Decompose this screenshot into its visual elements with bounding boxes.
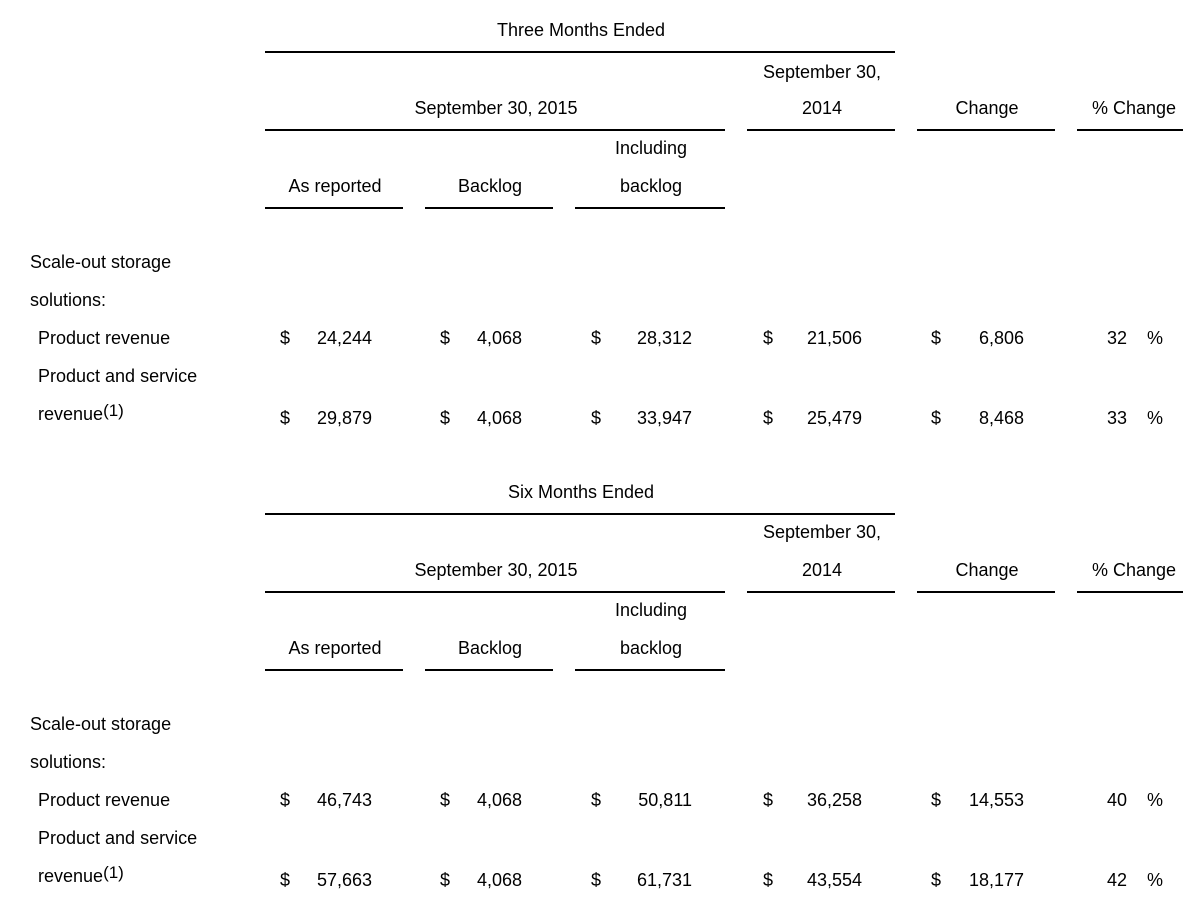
as-reported-header: As reported (288, 176, 382, 196)
pct-change-header: % Change (1091, 98, 1177, 118)
backlog-value: 4,068 (476, 328, 522, 348)
as-reported-value: 57,663 (316, 870, 372, 890)
period-2014-header: 2014 (801, 560, 843, 580)
period-2015-header: September 30, 2015 (414, 560, 578, 580)
footnote-marker: (1) (103, 401, 124, 420)
percent-symbol: % (1147, 408, 1164, 428)
backlog-header: Backlog (457, 176, 523, 196)
row-label: Product revenue (38, 328, 171, 348)
pct-change-value: 40 (1106, 790, 1127, 810)
backlog-value: 4,068 (476, 408, 522, 428)
currency-symbol: $ (763, 408, 774, 428)
including-backlog-value: 50,811 (638, 790, 692, 810)
header-rule (1077, 591, 1183, 593)
percent-symbol: % (1147, 790, 1164, 810)
category-label: Scale-out storage (30, 714, 172, 734)
currency-symbol: $ (280, 790, 291, 810)
header-rule (265, 207, 403, 209)
including-backlog-header: Including (614, 138, 688, 158)
backlog-value: 4,068 (476, 790, 522, 810)
row-label: Product and service (38, 828, 198, 848)
category-label: solutions: (30, 290, 107, 310)
including-backlog-value: 28,312 (636, 328, 692, 348)
pct-change-value: 42 (1106, 870, 1127, 890)
header-rule (1077, 129, 1183, 131)
as-reported-value: 24,244 (316, 328, 372, 348)
currency-symbol: $ (931, 870, 942, 890)
change-header: Change (955, 560, 1019, 580)
currency-symbol: $ (280, 328, 291, 348)
prior-period-value: 25,479 (806, 408, 862, 428)
including-backlog-header: Including (614, 600, 688, 620)
header-rule (575, 669, 725, 671)
pct-change-value: 32 (1106, 328, 1127, 348)
header-rule (917, 591, 1055, 593)
currency-symbol: $ (931, 328, 942, 348)
header-rule (265, 669, 403, 671)
as-reported-value: 29,879 (316, 408, 372, 428)
backlog-value: 4,068 (476, 870, 522, 890)
currency-symbol: $ (280, 408, 291, 428)
change-header: Change (955, 98, 1019, 118)
pct-change-value: 33 (1106, 408, 1127, 428)
row-label: revenue$^{(1)}$ (38, 401, 124, 424)
header-rule (265, 513, 895, 515)
change-value: 6,806 (978, 328, 1024, 348)
including-backlog-header: backlog (619, 176, 683, 196)
as-reported-value: 46,743 (316, 790, 372, 810)
currency-symbol: $ (440, 790, 451, 810)
currency-symbol: $ (763, 870, 774, 890)
header-rule (747, 591, 895, 593)
period-2014-header: September 30, (762, 522, 882, 542)
change-value: 14,553 (968, 790, 1024, 810)
header-rule (575, 207, 725, 209)
including-backlog-value: 61,731 (636, 870, 692, 890)
currency-symbol: $ (591, 870, 602, 890)
currency-symbol: $ (591, 408, 602, 428)
row-label: Product revenue (38, 790, 171, 810)
category-label: Scale-out storage (30, 252, 172, 272)
header-rule (265, 51, 895, 53)
footnote-marker: (1) (103, 863, 124, 882)
currency-symbol: $ (440, 870, 451, 890)
currency-symbol: $ (591, 328, 602, 348)
period-2015-header: September 30, 2015 (414, 98, 578, 118)
header-rule (265, 591, 725, 593)
currency-symbol: $ (931, 408, 942, 428)
header-rule (265, 129, 725, 131)
period-2014-header: September 30, (762, 62, 882, 82)
row-label: revenue$^{(1)}$ (38, 863, 124, 886)
backlog-header: Backlog (457, 638, 523, 658)
row-label: Product and service (38, 366, 198, 386)
as-reported-header: As reported (288, 638, 382, 658)
header-rule (425, 669, 553, 671)
percent-symbol: % (1147, 870, 1164, 890)
including-backlog-value: 33,947 (636, 408, 692, 428)
category-label: solutions: (30, 752, 107, 772)
header-rule (747, 129, 895, 131)
currency-symbol: $ (763, 790, 774, 810)
currency-symbol: $ (763, 328, 774, 348)
currency-symbol: $ (280, 870, 291, 890)
change-value: 18,177 (968, 870, 1024, 890)
prior-period-value: 21,506 (806, 328, 862, 348)
header-rule (425, 207, 553, 209)
including-backlog-header: backlog (619, 638, 683, 658)
prior-period-value: 43,554 (806, 870, 862, 890)
pct-change-header: % Change (1091, 560, 1177, 580)
currency-symbol: $ (591, 790, 602, 810)
currency-symbol: $ (931, 790, 942, 810)
period-2014-header: 2014 (801, 98, 843, 118)
period-title: Three Months Ended (496, 20, 666, 40)
period-title: Six Months Ended (507, 482, 655, 502)
currency-symbol: $ (440, 408, 451, 428)
currency-symbol: $ (440, 328, 451, 348)
change-value: 8,468 (978, 408, 1024, 428)
percent-symbol: % (1147, 328, 1164, 348)
header-rule (917, 129, 1055, 131)
prior-period-value: 36,258 (806, 790, 862, 810)
